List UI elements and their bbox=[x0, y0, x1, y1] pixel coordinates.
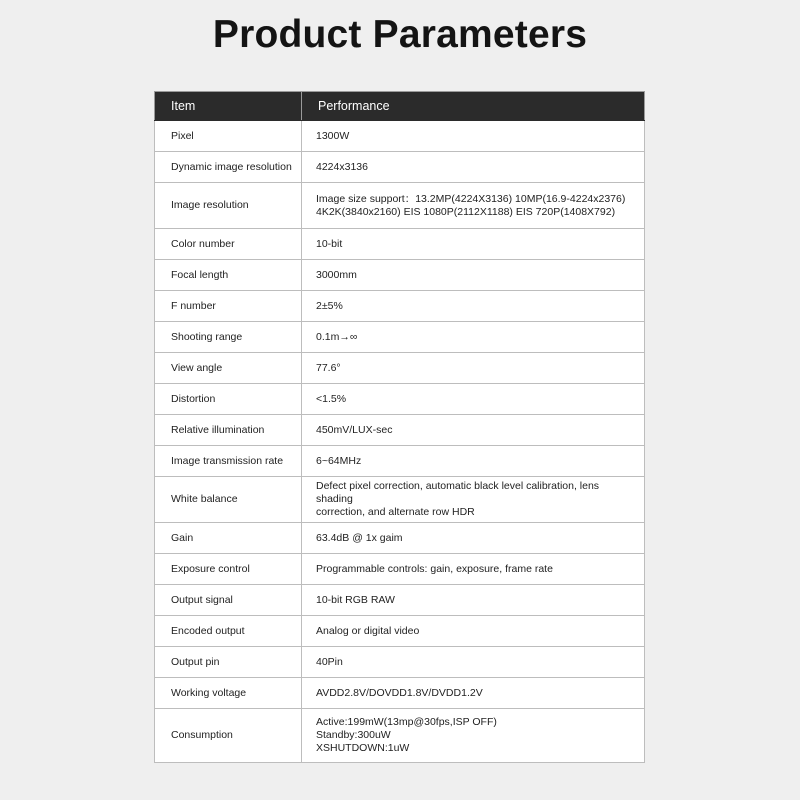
parameter-value bbox=[302, 353, 645, 384]
parameter-value bbox=[302, 384, 645, 415]
parameter-value bbox=[302, 477, 645, 523]
parameter-value-line: Analog or digital video bbox=[316, 624, 420, 637]
parameter-name: F number bbox=[155, 291, 302, 322]
parameter-value-line: Defect pixel correction, automatic black level calibration, lens shading bbox=[316, 480, 600, 505]
parameter-name: Working voltage bbox=[155, 678, 302, 709]
parameter-value bbox=[302, 229, 645, 260]
page-title: Product Parameters bbox=[212, 13, 588, 56]
parameter-value-line: 3000mm bbox=[316, 268, 357, 281]
table-header-row bbox=[155, 92, 645, 121]
table-row bbox=[155, 183, 645, 229]
parameter-value bbox=[302, 678, 645, 709]
parameter-value-line: XSHUTDOWN:1uW bbox=[316, 742, 410, 754]
table-row bbox=[155, 229, 645, 260]
parameter-value-line: Programmable controls: gain, exposure, frame rate bbox=[316, 562, 553, 575]
parameter-value-line: Standby:300uW bbox=[316, 729, 391, 741]
parameter-name: Shooting range bbox=[155, 322, 302, 353]
parameter-value bbox=[302, 585, 645, 616]
parameter-name: Encoded output bbox=[155, 616, 302, 647]
parameter-value-line: 6~64MHz bbox=[316, 454, 362, 467]
parameter-value bbox=[302, 709, 645, 763]
table-row bbox=[155, 678, 645, 709]
table-row bbox=[155, 121, 645, 152]
parameter-value bbox=[302, 152, 645, 183]
parameter-name: Focal length bbox=[155, 260, 302, 291]
product-parameters-table bbox=[154, 91, 645, 763]
parameter-name: Color number bbox=[155, 229, 302, 260]
table-row bbox=[155, 647, 645, 678]
parameter-name: Image transmission rate bbox=[155, 446, 302, 477]
parameter-name: Pixel bbox=[155, 121, 302, 152]
table-row bbox=[155, 152, 645, 183]
parameter-value bbox=[302, 446, 645, 477]
parameter-value-line: 4224x3136 bbox=[316, 160, 368, 173]
parameter-value-line: 1300W bbox=[316, 129, 350, 142]
table-row bbox=[155, 322, 645, 353]
table-row bbox=[155, 523, 645, 554]
parameter-value-line: 2±5% bbox=[316, 299, 343, 312]
table-row bbox=[155, 709, 645, 763]
table-row bbox=[155, 616, 645, 647]
parameter-value-line: 63.4dB @ 1x gaim bbox=[316, 531, 403, 544]
parameter-name: View angle bbox=[155, 353, 302, 384]
parameter-value bbox=[302, 554, 645, 585]
parameter-value-line: 450mV/LUX-sec bbox=[316, 423, 393, 436]
column-header-item: Item bbox=[155, 92, 302, 121]
table-row bbox=[155, 446, 645, 477]
parameter-name: Output signal bbox=[155, 585, 302, 616]
parameter-value bbox=[302, 260, 645, 291]
parameter-value bbox=[302, 415, 645, 446]
parameter-value bbox=[302, 523, 645, 554]
parameter-name: White balance bbox=[155, 477, 302, 523]
table-row bbox=[155, 291, 645, 322]
parameter-value bbox=[302, 616, 645, 647]
parameter-name: Output pin bbox=[155, 647, 302, 678]
table-row bbox=[155, 353, 645, 384]
table-row bbox=[155, 585, 645, 616]
table-row bbox=[155, 260, 645, 291]
table-row bbox=[155, 415, 645, 446]
parameter-value-line: <1.5% bbox=[316, 392, 347, 405]
parameter-value-line: 0.1m→∞ bbox=[316, 330, 358, 343]
parameter-value bbox=[302, 121, 645, 152]
parameter-value-line: Image size support：13.2MP(4224X3136) 10MP(16.9-4224x2376) bbox=[316, 192, 626, 205]
parameter-value bbox=[302, 291, 645, 322]
parameter-name: Gain bbox=[155, 523, 302, 554]
table-row bbox=[155, 384, 645, 415]
table-row bbox=[155, 477, 645, 523]
table-body bbox=[155, 121, 645, 763]
parameter-value-line: correction, and alternate row HDR bbox=[316, 506, 475, 518]
parameter-value-line: 10-bit RGB RAW bbox=[316, 593, 395, 606]
parameter-value bbox=[302, 647, 645, 678]
parameter-value-line: 4K2K(3840x2160) EIS 1080P(2112X1188) EIS 720P(1408X792) bbox=[316, 205, 616, 218]
parameter-name: Image resolution bbox=[155, 183, 302, 229]
parameter-value bbox=[302, 183, 645, 229]
parameter-value-line: 77.6° bbox=[316, 361, 341, 374]
parameter-name: Relative illumination bbox=[155, 415, 302, 446]
parameter-name: Distortion bbox=[155, 384, 302, 415]
parameter-name: Exposure control bbox=[155, 554, 302, 585]
parameter-value-line: Active:199mW(13mp@30fps,ISP OFF) bbox=[316, 716, 497, 728]
column-header-performance: Performance bbox=[302, 92, 645, 121]
parameter-value-line: 10-bit bbox=[316, 237, 343, 250]
parameter-value-line: AVDD2.8V/DOVDD1.8V/DVDD1.2V bbox=[316, 686, 483, 699]
table-row bbox=[155, 554, 645, 585]
parameter-name: Dynamic image resolution bbox=[155, 152, 302, 183]
parameter-value-line: 40Pin bbox=[316, 655, 343, 668]
parameter-value bbox=[302, 322, 645, 353]
parameter-name: Consumption bbox=[155, 709, 302, 763]
